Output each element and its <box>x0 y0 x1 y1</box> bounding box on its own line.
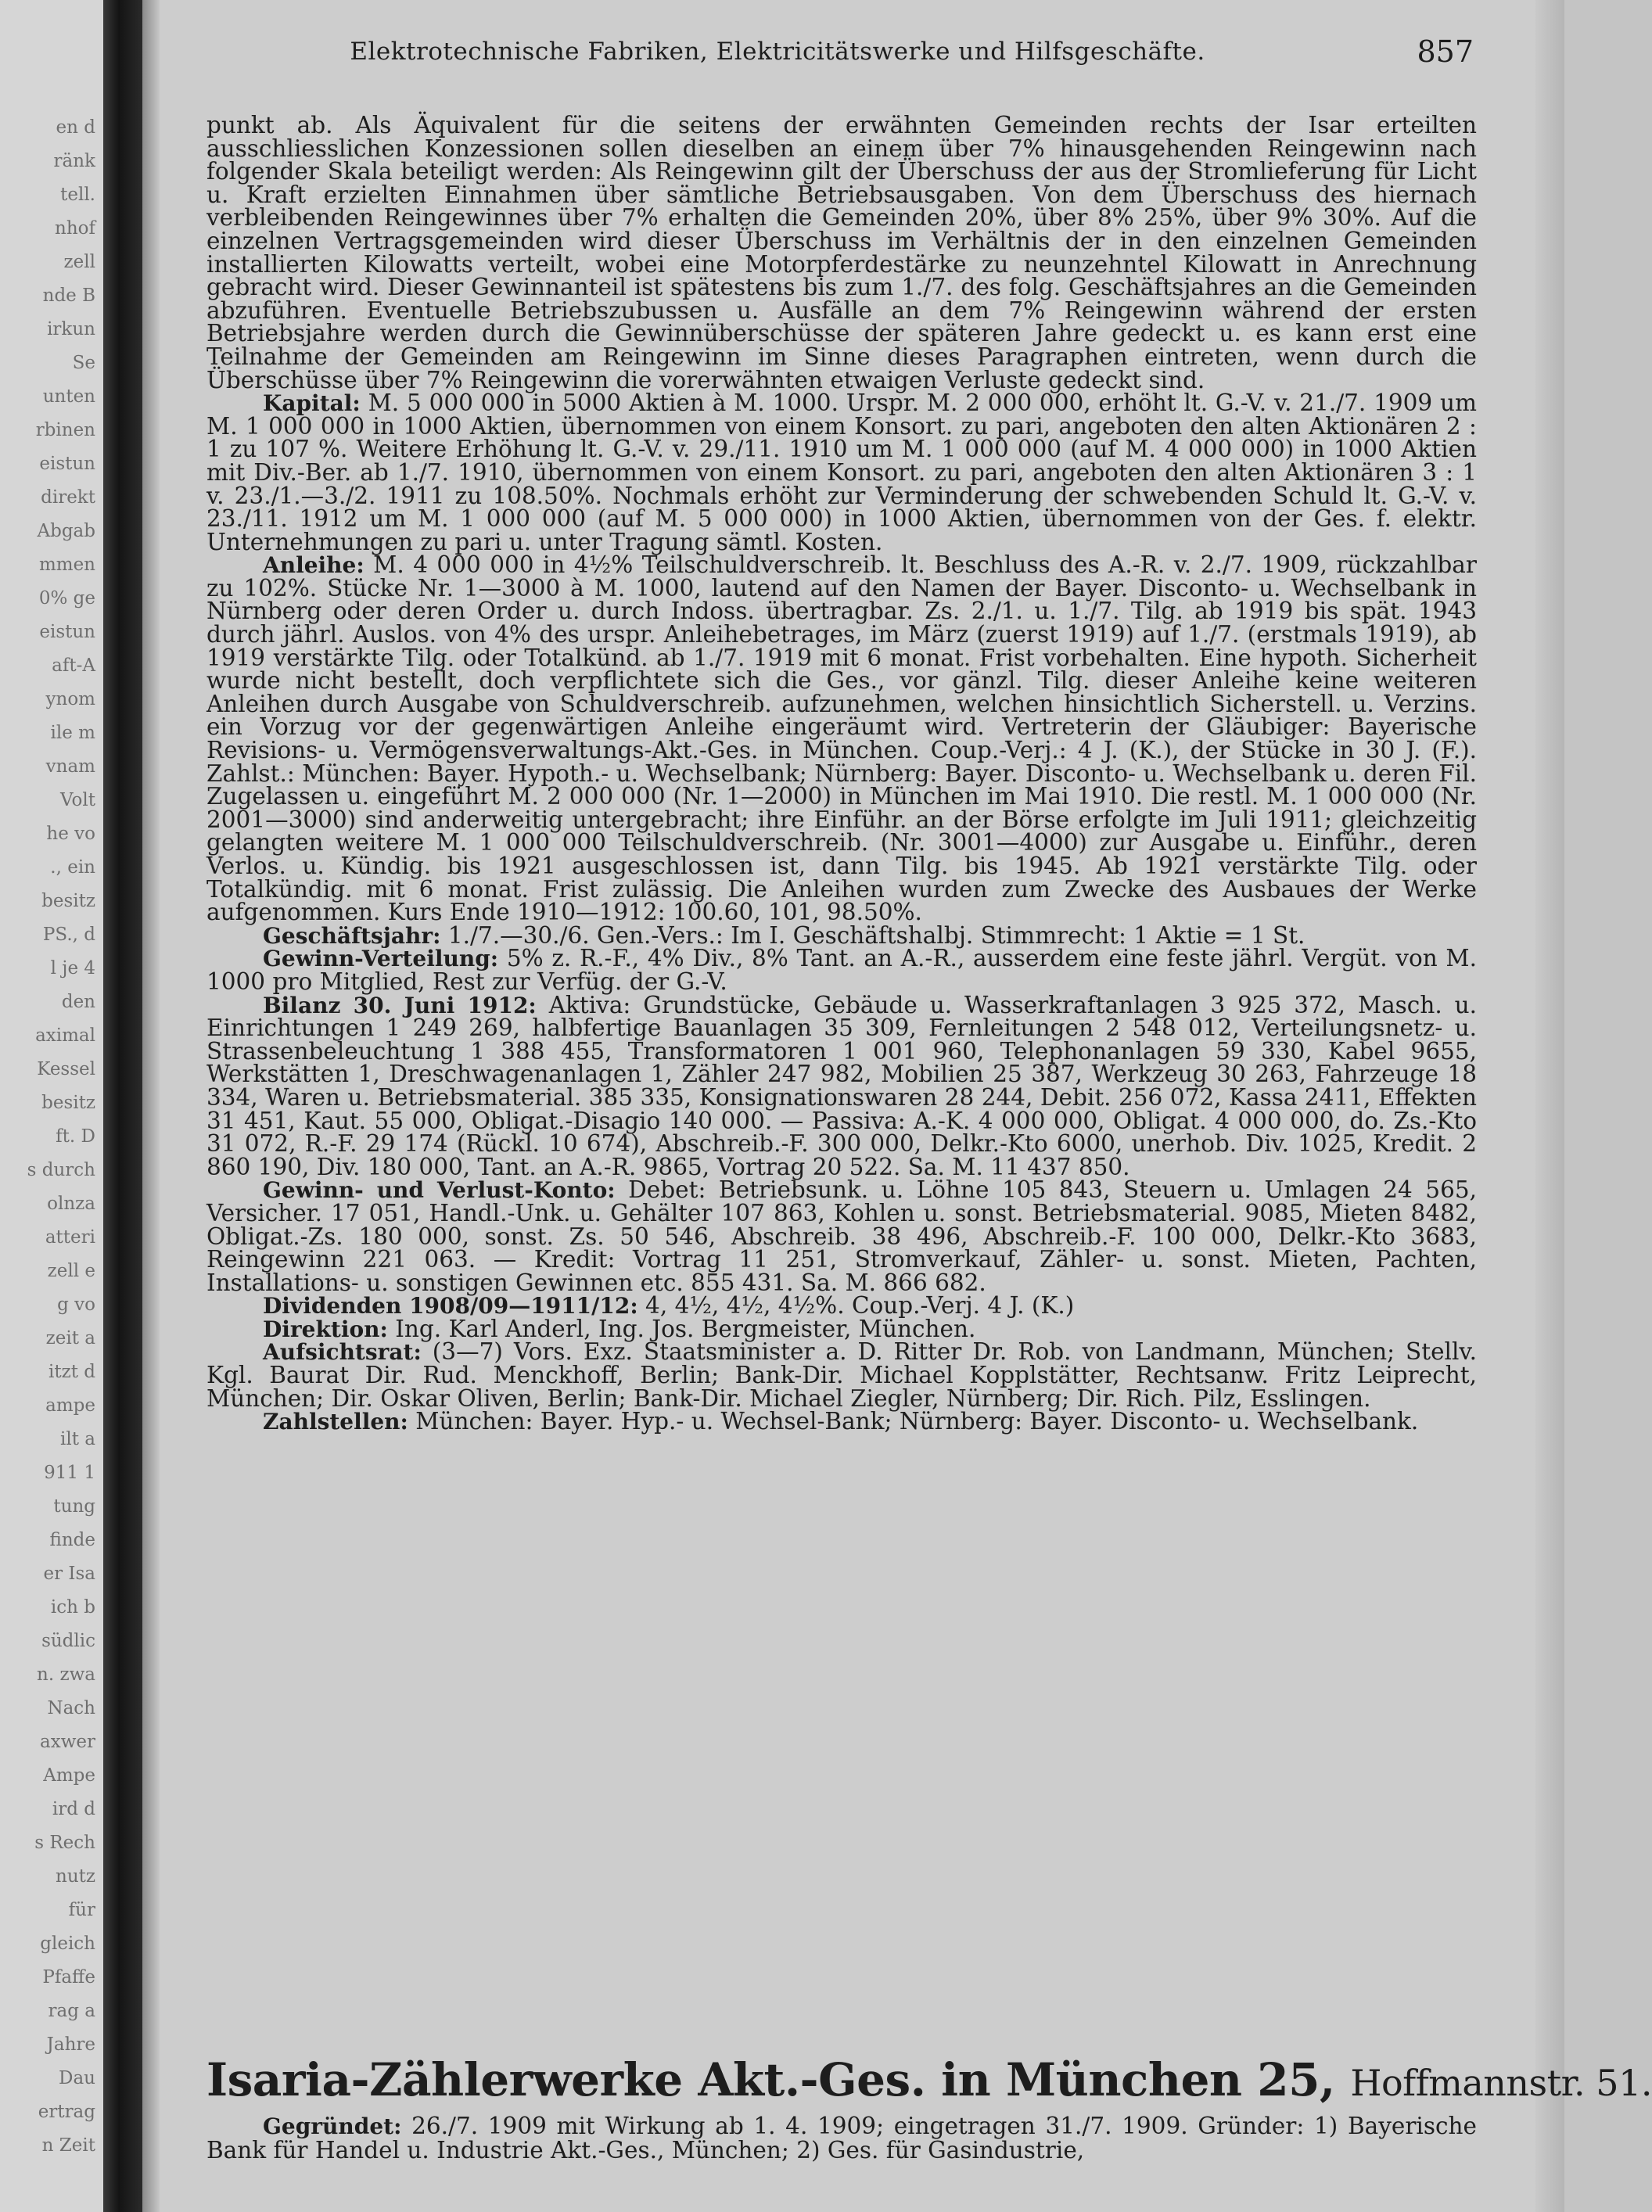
left-page-fragment: aximal <box>35 1025 95 1046</box>
left-page-fragment: ampe <box>45 1395 95 1416</box>
left-page-fragment: rbinen <box>35 420 95 440</box>
left-page-fragment: n Zeit <box>41 2135 95 2156</box>
paragraph-direktion <box>206 1315 1477 1342</box>
left-page-fragment: 0% ge <box>38 588 95 609</box>
left-page-fragment: ft. D <box>56 1126 95 1147</box>
paragraph-concession <box>206 114 1477 392</box>
paragraph-text: Debet: Betriebsunk. u. Löhne 105 843, Steuern u. Umlagen 24 565, Versicher. 17 051, Handl.-Unk. u. Gehälter 107 863, Kohlen u. sonst. Betriebsmaterial. 9085, Mieten 8482, Obligat.-Zs. 180 000, sonst. Zs. 50 546, Abschreib. 38 496, Abschreib.-F. 100 000, Delkr.-Kto 3683, Reingewinn 221 063. — Kredit: Vortrag 11 251, Stromverkauf, Zähler- u. sonst. Mieten, Pachten, Installations- u. sonstigen Gewinnen etc. 855 431. Sa. M. 866 682. <box>206 1176 1477 1296</box>
left-page-fragment: unten <box>42 386 95 407</box>
paragraph-text: M. 4 000 000 in 4½% Teilschuldverschreib. lt. Beschluss des A.-R. v. 2./7. 1909, rückzahlbar zu 102%. Stücke Nr. 1—3000 à M. 1000, lautend auf den Namen der Bayer. Disconto- u. Wechselbank in Nürnberg oder deren Order u. durch Indoss. übertragbar. Zs. 2./1. u. 1./7. Tilg. ab 1919 bis spät. 1943 durch jährl. Auslos. von 4% des urspr. Anleihebetrages, im März (zuerst 1919) auf 1./7. (erstmals 1919), ab 1919 verstärkte Tilg. oder Totalkünd. ab 1./7. 1919 mit 6 monat. Frist vorbehalten. Eine hypoth. Sicherheit wurde nicht bestellt, doch verpflichtete sich die Ges., vor gänzl. Tilg. dieser Anleihe keine weiteren Anleihen durch Ausgabe von Schuldverschreib. aufzunehmen, welchen hinsichtlich Sicherstell. u. Verzins. ein Vorzug vor der gegenwärtigen Anleihe eingeräumt wird. Vertreterin der Gläubiger: Bayerische Revisions- u. Vermögensverwaltungs-Akt.-Ges. in München. Coup.-Verj.: 4 J. (K.), der Stücke in 30 J. (F.). Zahlst.: München: Bayer. Hypoth.- u. Wechselbank; Nürnberg: Bayer. Disconto- u. Wechselbank u. deren Fil. Zugelassen u. eingeführt M. 2 000 000 (Nr. 1—2000) in München im Mai 1910. Die restl. M. 1 000 000 (Nr. 2001—3000) sind anderweitig untergebracht; ihre Einführ. an der Börse erfolgte im Juli 1911; gleichzeitig gelangten weitere M. 1 000 000 Teilschuldverschreib. (Nr. 3001—4000) zur Ausgabe u. Einführ., deren Verlos. u. Kündig. bis 1921 ausgeschlossen ist, dann Tilg. bis 1945. Ab 1921 verstärkte Tilg. oder Totalkündig. mit 6 monat. Frist zulässig. Die Anleihen wurden zum Zwecke des Ausbaues der Werke aufgenommen. Kurs Ende 1910—1912: 100.60, 101, 98.50%. <box>206 551 1477 926</box>
paragraph-aufsichtsrat <box>206 1338 1477 1412</box>
paragraph-text: München: Bayer. Hyp.- u. Wechsel-Bank; Nürnberg: Bayer. Disconto- u. Wechselbank. <box>415 1408 1419 1435</box>
left-page-fragment: Se <box>72 353 95 373</box>
left-page-fragment: südlic <box>41 1631 95 1651</box>
left-page-fragment: für <box>68 1900 95 1920</box>
left-page-fragment: nhof <box>55 218 95 239</box>
left-page-fragment: aft-A <box>52 655 95 676</box>
paragraph-gewinn-verlust <box>206 1176 1477 1296</box>
left-page-fragment: s Rech <box>34 1833 95 1853</box>
paragraph-gewinn-verteilung <box>206 947 1477 993</box>
page-number: 857 <box>1417 34 1474 69</box>
left-page-fragment: ., ein <box>50 857 95 878</box>
left-page-fragment: eistun <box>39 622 95 642</box>
left-page-fragment: tung <box>53 1496 95 1517</box>
left-page-fragment: ilt a <box>60 1429 95 1449</box>
left-page-fragment: ränk <box>53 151 95 171</box>
left-page-fragment: irkun <box>47 319 95 339</box>
paragraph-zahlstellen <box>206 1410 1477 1434</box>
paragraph-text: 1./7.—30./6. Gen.-Vers.: Im I. Geschäftshalbj. Stimmrecht: 1 Aktie = 1 St. <box>447 921 1305 949</box>
paragraph-anleihe <box>206 551 1477 926</box>
left-page-fragment: gleich <box>40 1934 95 1954</box>
section-label: Zahlstellen: <box>263 1409 408 1435</box>
section-label: Dividenden 1908/09—1911/12: <box>263 1293 638 1320</box>
left-page-fragment: ertrag <box>38 2102 95 2122</box>
left-page-fragment: Pfaffe <box>42 1967 95 1988</box>
company-address: Hoffmannstr. 51. <box>1350 2062 1652 2104</box>
paragraph-text: punkt ab. Als Äquivalent für die seitens der erwähnten Gemeinden rechts der Isar erteilten ausschliesslichen Konzessionen sollen dieselben an einem über 7% hinausgehenden Reingewinn nach folgender Skala beteiligt werden: Als Reingewinn gilt der Überschuss der aus der Stromlieferung für Licht u. Kraft erzielten Einnahmen über sämtliche Betriebsausgaben. Von dem Überschuss des hiernach verbleibenden Reingewinnes über 7% erhalten die Gemeinden 20%, über 8% 25%, über 9% 30%. Auf die einzelnen Vertragsgemeinden wird dieser Überschuss im Verhältnis der in den einzelnen Gemeinden installierten Kilowatts verteilt, wobei eine Motorpferdestärke zu neunzehntel Kilowatt in Anrechnung gebracht wird. Dieser Gewinnanteil ist spätestens bis zum 1./7. des folg. Geschäftsjahres an die Gemeinden abzuführen. Eventuelle Betriebszubussen u. Ausfälle an dem 7% Reingewinn während der ersten Betriebsjahre werden durch die Gewinnüberschüsse der späteren Jahre gedeckt u. es kann erst eine Teilnahme der Gemeinden am Reingewinn im Sinne dieses Paragraphen eintreten, wenn durch die Überschüsse über 7% Reingewinn die vorerwähnten etwaigen Verluste gedeckt sind. <box>206 112 1477 393</box>
paragraph-text: Ing. Karl Anderl, Ing. Jos. Bergmeister, München. <box>395 1315 976 1342</box>
section-label: Geschäftsjahr: <box>263 922 441 949</box>
left-page-fragment: ynom <box>45 689 95 709</box>
section-label: Kapital: <box>263 390 361 417</box>
left-page-fragment: g vo <box>57 1295 95 1315</box>
left-page-fragment: Nach <box>47 1698 95 1718</box>
left-page-fragment: axwer <box>40 1732 95 1752</box>
left-page-fragment: Volt <box>60 790 95 810</box>
left-page-fragment: rag a <box>48 2001 95 2021</box>
left-page-fragment: besitz <box>41 1093 95 1113</box>
left-page-fragment: finde <box>49 1530 95 1550</box>
left-page-fragment: mmen <box>38 555 95 575</box>
left-page-fragment: PS., d <box>42 925 95 945</box>
paragraph-geschaeftsjahr <box>206 921 1477 949</box>
paragraph-text: 26./7. 1909 mit Wirkung ab 1. 4. 1909; eingetragen 31./7. 1909. Gründer: 1) Bayerische Bank für Handel u. Industrie Akt.-Ges., München; 2) Ges. für Gasindustrie, <box>206 2113 1477 2164</box>
left-page-fragment: eistun <box>39 454 95 474</box>
paragraph-kapital <box>206 392 1477 554</box>
section-label: Gewinn- und Verlust-Konto: <box>263 1177 616 1204</box>
paragraph-text: 5% z. R.-F., 4% Div., 8% Tant. an A.-R., ausserdem eine feste jährl. Vergüt. von M. 1000 pro Mitglied, Rest zur Verfüg. der G.-V. <box>206 945 1477 995</box>
left-page-fragment: atteri <box>45 1227 95 1248</box>
left-page-fragment: 911 1 <box>44 1463 95 1483</box>
running-head <box>206 34 1474 69</box>
left-page-fragment: Jahre <box>46 2034 95 2055</box>
paragraph-bilanz <box>206 991 1477 1180</box>
left-page-edge <box>0 0 103 2212</box>
paragraph-text: (3—7) Vors. Exz. Staatsminister a. D. Ritter Dr. Rob. von Landmann, München; Stellv. Kgl. Baurat Dir. Rud. Menckhoff, Berlin; Bank-Dir. Michael Kopplstätter, Rechtsanw. Fritz Leiprecht, München; Dir. Oskar Oliven, Berlin; Bank-Dir. Michael Ziegler, Nürnberg; Dir. Rich. Pilz, Esslingen. <box>206 1338 1477 1412</box>
left-page-fragment: olnza <box>47 1194 95 1214</box>
left-page-fragment: besitz <box>41 891 95 911</box>
left-page-fragment: Abgab <box>37 521 95 541</box>
company-name: Isaria-Zählerwerke Akt.-Ges. in München 25, <box>206 2053 1335 2106</box>
left-page-fragment: ird d <box>52 1799 95 1819</box>
section-label: Anleihe: <box>263 552 365 579</box>
page-gutter-shadow <box>142 0 160 2212</box>
left-page-fragment: tell. <box>60 185 95 205</box>
section-label: Gegründet: <box>263 2113 402 2139</box>
left-page-fragment: Ampe <box>43 1765 95 1786</box>
left-page-fragment: zell e <box>47 1261 95 1281</box>
running-head-title: Elektrotechnische Fabriken, Elektricitätswerke und Hilfsgeschäfte. <box>350 38 1205 66</box>
left-page-fragment: he vo <box>46 824 95 844</box>
company-heading <box>206 2053 1652 2106</box>
book-spine <box>103 0 142 2212</box>
left-page-fragment: Kessel <box>37 1059 95 1079</box>
left-page-fragment: den <box>61 992 95 1012</box>
left-page-fragment: ich b <box>50 1597 95 1618</box>
left-page-fragment: l je 4 <box>50 958 95 979</box>
left-page-fragment: n. zwa <box>37 1664 95 1685</box>
paragraph-gegruendet <box>206 2114 1477 2162</box>
left-page-fragment: zeit a <box>45 1328 95 1348</box>
paragraph-text: M. 5 000 000 in 5000 Aktien à M. 1000. Urspr. M. 2 000 000, erhöht lt. G.-V. v. 21./7. 1909 um M. 1 000 000 in 1000 Aktien, übernommen von einem Konsort. zu pari, angeboten den alten Aktionären 2 : 1 zu 107 %. Weitere Erhöhung lt. G.-V. v. 29./11. 1910 um M. 1 000 000 (auf M. 4 000 000) in 1000 Aktien mit Div.-Ber. ab 1./7. 1910, übernommen von einem Konsort. zu pari, angeboten den alten Aktionären 3 : 1 v. 23./1.—3./2. 1911 zu 108.50%. Nochmals erhöht zur Verminderung der schwebenden Schuld lt. G.-V. v. 23./11. 1912 um M. 1 000 000 (auf M. 5 000 000) in 1000 Aktien, übernommen von der Ges. f. elektr. Unternehmungen zu pari u. unter Tragung sämtl. Kosten. <box>206 390 1477 555</box>
left-page-fragment: ile m <box>50 723 95 743</box>
section-label: Direktion: <box>263 1316 388 1342</box>
founding-entry <box>206 2114 1477 2162</box>
left-page-fragment: zell <box>63 252 95 272</box>
paragraph-text: 4, 4½, 4½, 4½%. Coup.-Verj. 4 J. (K.) <box>645 1292 1075 1320</box>
section-label: Bilanz 30. Juni 1912: <box>263 992 537 1018</box>
left-page-fragment: en d <box>56 117 95 138</box>
section-label: Aufsichtsrat: <box>263 1339 422 1366</box>
left-page-fragment: nde B <box>42 285 95 306</box>
left-page-fragment: s durch <box>27 1160 95 1180</box>
left-page-fragment: nutz <box>56 1866 95 1887</box>
right-page-edge <box>1535 0 1564 2212</box>
section-label: Gewinn-Verteilung: <box>263 946 499 972</box>
left-page-fragment: itzt d <box>48 1362 95 1382</box>
body-text <box>206 114 1477 1434</box>
left-page-fragment: Dau <box>59 2068 95 2088</box>
left-page-fragment: vnam <box>45 756 95 777</box>
left-page-fragment: er Isa <box>43 1564 95 1584</box>
left-page-fragment: direkt <box>41 487 95 508</box>
paragraph-dividenden <box>206 1292 1477 1320</box>
paragraph-text: Aktiva: Grundstücke, Gebäude u. Wasserkraftanlagen 3 925 372, Masch. u. Einrichtungen 1 249 269, halbfertige Bauanlagen 35 309, Fernleitungen 2 548 012, Verteilungsnetz- u. Strassenbeleuchtung 1 388 455, Transformatoren 1 001 960, Telephonanlagen 59 330, Kabel 9655, Werkstätten 1, Dreschwagenanlagen 1, Zähler 247 982, Mobilien 25 387, Werkzeug 30 263, Fahrzeuge 18 334, Waren u. Betriebsmaterial. 385 335, Konsignationswaren 28 244, Debit. 256 072, Kassa 2411, Effekten 31 451, Kaut. 55 000, Obligat.-Disagio 140 000. — Passiva: A.-K. 4 000 000, Obligat. 4 000 000, do. Zs.-Kto 31 072, R.-F. 29 174 (Rückl. 10 674), Abschreib.-F. 300 000, Delkr.-Kto 6000, unerhob. Div. 1025, Kredit. 2 860 190, Div. 180 000, Tant. an A.-R. 9865, Vortrag 20 522. Sa. M. 11 437 850. <box>206 991 1477 1180</box>
